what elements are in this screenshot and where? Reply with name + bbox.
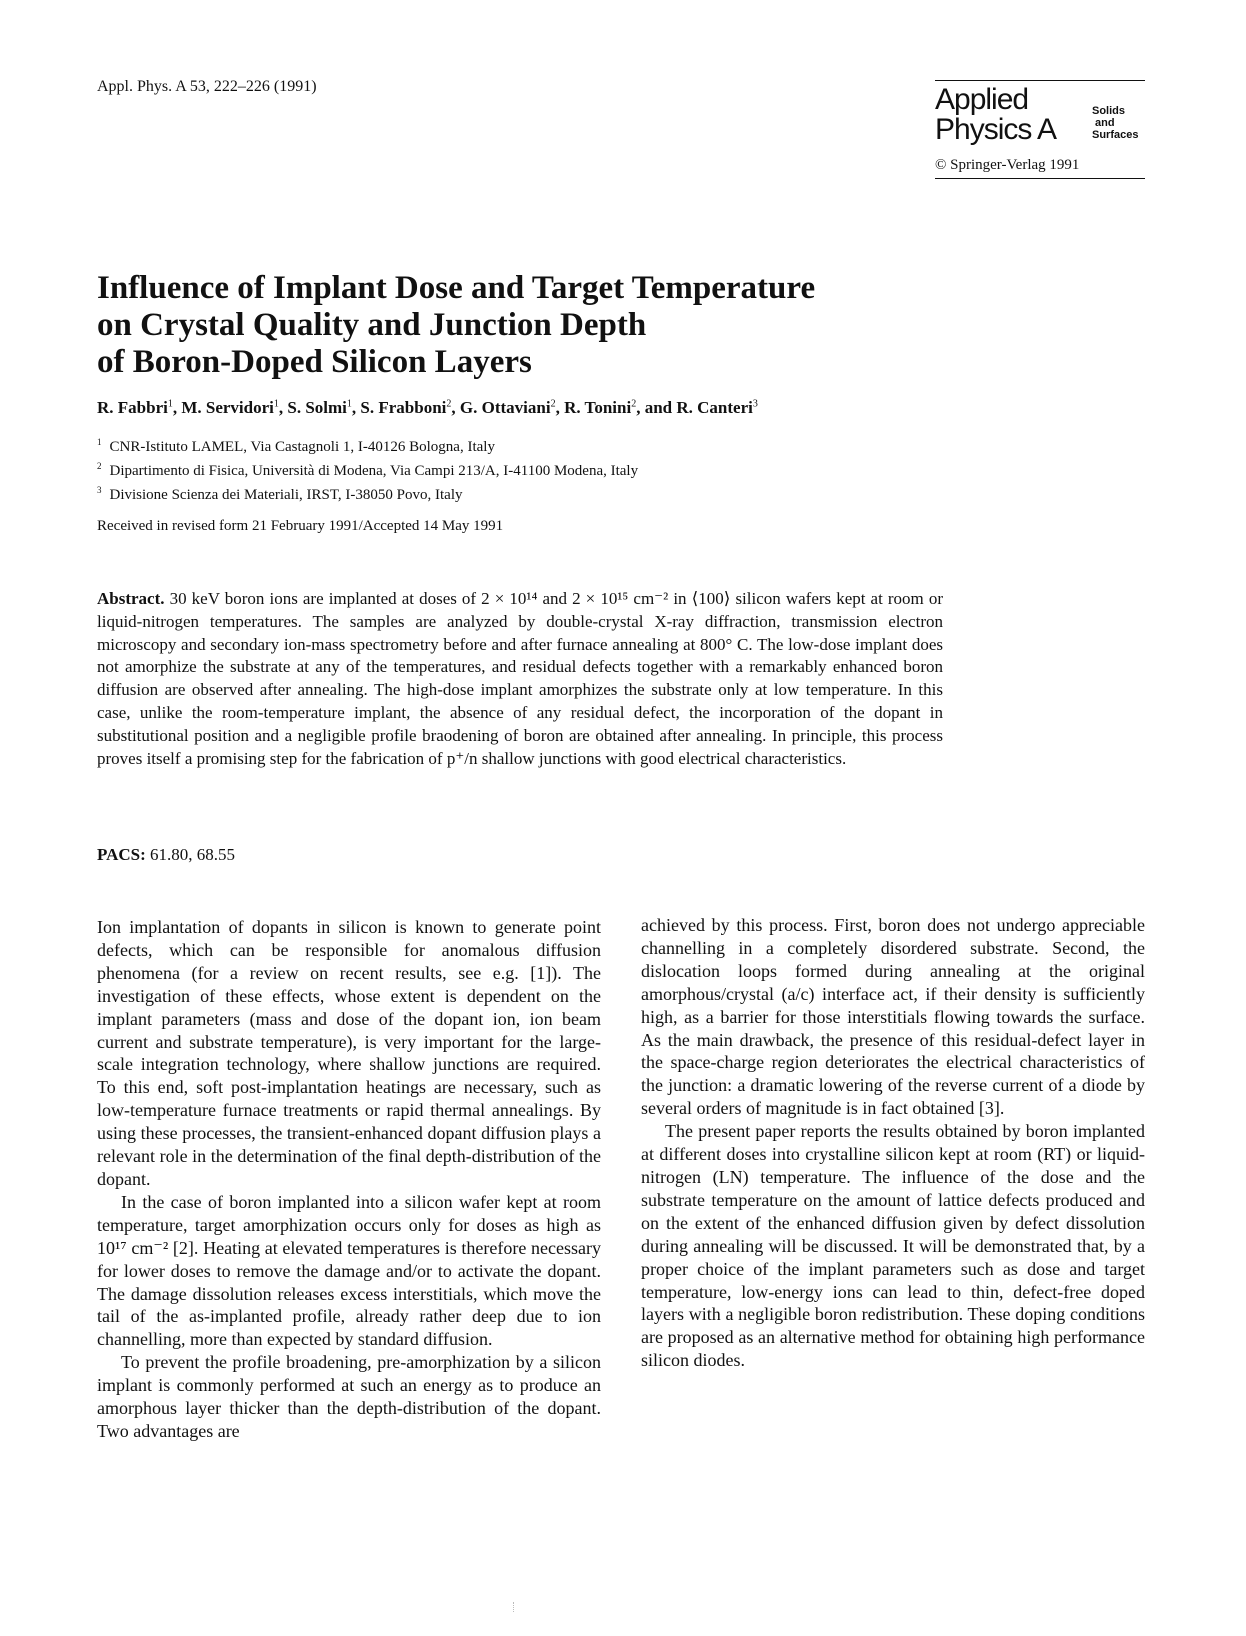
pacs-value: 61.80, 68.55 (150, 845, 236, 864)
author: R. Tonini$^2$, and (564, 398, 677, 417)
abstract-label: Abstract. (97, 589, 165, 608)
pacs-codes (97, 845, 235, 865)
paper-title (97, 270, 997, 381)
paragraph: achieved by this process. First, boron does not undergo appreciable channelling in a completely disordered substrate. Second, the dislocation loops formed during annealing at the original amorphous/crystal (a/c) interface act, if their density is sufficiently high, as a barrier for those interstitials flowing towards the surface. As the main drawback, the presence of this residual-defect layer in the space-charge region deteriorates the electrical characteristics of the junction: a dramatic lowering of the reverse current of a diode by several orders of magnitude is in fact obtained [3]. (641, 915, 1145, 1119)
logo-sub-and: and (1095, 117, 1115, 129)
affiliation: $^1$ CNR-Istituto LAMEL, Via Castagnoli 1, I-40126 Bologna, Italy (97, 437, 495, 455)
author: R. Fabbri$^1$, (97, 398, 182, 417)
author: R. Canteri$^3$ (676, 398, 758, 417)
affiliation: $^3$ Divisione Scienza dei Materiali, IRST, I-38050 Povo, Italy (97, 485, 463, 503)
author: G. Ottaviani$^2$, (459, 398, 565, 417)
scan-mark (513, 1602, 516, 1612)
pacs-label: PACS: (97, 845, 146, 864)
logo-word-physics: Physics A (935, 113, 1057, 146)
author-list (97, 398, 758, 418)
title-line-2: on Crystal Quality and Junction Depth (97, 307, 647, 343)
abstract-text: 30 keV boron ions are implanted at doses of 2 × 10¹⁴ and 2 × 10¹⁵ cm⁻² in ⟨100⟩ silicon wafers kept at room or liquid-nitrogen temperatures. The samples are analyzed by double-crystal X-ray diffraction, transmission electron microscopy and secondary ion-mass spectrometry before and after furnace annealing at 800° C. The low-dose implant does not amorphize the substrate at any of the temperatures, and residual defects together with a remarkably enhanced boron diffusion are observed after annealing. The high-dose implant amorphizes the substrate only at low temperature. In this case, unlike the room-temperature implant, the absence of any residual defect, the incorporation of the dopant in substitutional position and a negligible profile braodening of boron are obtained after annealing. In principle, this process proves itself a promising step for the fabrication of p⁺/n shallow junctions with good electrical characteristics. (97, 589, 943, 768)
logo-bottom-rule (935, 178, 1145, 179)
author: M. Servidori$^1$, (181, 398, 288, 417)
abstract (97, 588, 943, 770)
body-column-right (641, 914, 1145, 1372)
affiliation: $^2$ Dipartimento di Fisica, Università di Modena, Via Campi 213/A, I-41100 Modena, Italy (97, 461, 639, 479)
paragraph: The present paper reports the results obtained by boron implanted at different doses into crystalline silicon kept at room (RT) or liquid-nitrogen (LN) temperature. The influence of the dose and the substrate temperature on the amount of lattice defects produced and on the extent of the enhanced diffusion given by defect dissolution during annealing will be discussed. It will be demonstrated that, by a proper choice of the implant parameters such as dose and target temperature, low-energy ions can lead to thin, defect-free doped layers with a negligible boron redistribution. These doping conditions are proposed as an alternative method for obtaining high performance silicon diodes. (641, 1121, 1145, 1371)
title-line-3: of Boron-Doped Silicon Layers (97, 344, 532, 380)
logo-sub-solids: Solids (1092, 105, 1126, 117)
paragraph: To prevent the profile broadening, pre-amorphization by a silicon implant is commonly performed at such an energy as to produce an amorphous layer thicker than the depth-distribution of the dopant. Two advantages are (97, 1352, 601, 1441)
received-date: Received in revised form 21 February 1991/Accepted 14 May 1991 (97, 518, 504, 534)
paragraph: Ion implantation of dopants in silicon is known to generate point defects, which can be responsible for anomalous diffusion phenomena (for a review on recent results, see e.g. [1]). The investigation of these effects, whose extent is dependent on the implant parameters (mass and dose of the dopant ion, ion beam current and substrate temperature), is very important for the large-scale integration technology, where shallow junctions are required. To this end, soft post-implantation heatings are necessary, such as low-temperature furnace treatments or rapid thermal annealings. By using these processes, the transient-enhanced dopant diffusion plays a relevant role in the determination of the final depth-distribution of the dopant. (97, 917, 601, 1189)
logo-word-applied: Applied (935, 83, 1029, 116)
journal-citation: Appl. Phys. A 53, 222–226 (1991) (97, 78, 317, 95)
copyright-notice: © Springer-Verlag 1991 (935, 157, 1080, 173)
affiliation-list (97, 433, 638, 505)
author: S. Solmi$^1$, (287, 398, 361, 417)
body-column-left (97, 916, 601, 1443)
author: S. Frabboni$^2$, (360, 398, 460, 417)
logo-sub-surfaces: Surfaces (1092, 129, 1139, 141)
title-line-1: Influence of Implant Dose and Target Temperature (97, 270, 816, 306)
paragraph: In the case of boron implanted into a silicon wafer kept at room temperature, target amorphization occurs only for doses as high as 10¹⁷ cm⁻² [2]. Heating at elevated temperatures is therefore necessary for lower doses to remove the damage and/or to activate the dopant. The damage dissolution releases excess interstitials, which move the tail of the as-implanted profile, already rather deep due to ion channelling, more than expected by standard diffusion. (97, 1191, 601, 1350)
journal-logo (935, 80, 1145, 179)
